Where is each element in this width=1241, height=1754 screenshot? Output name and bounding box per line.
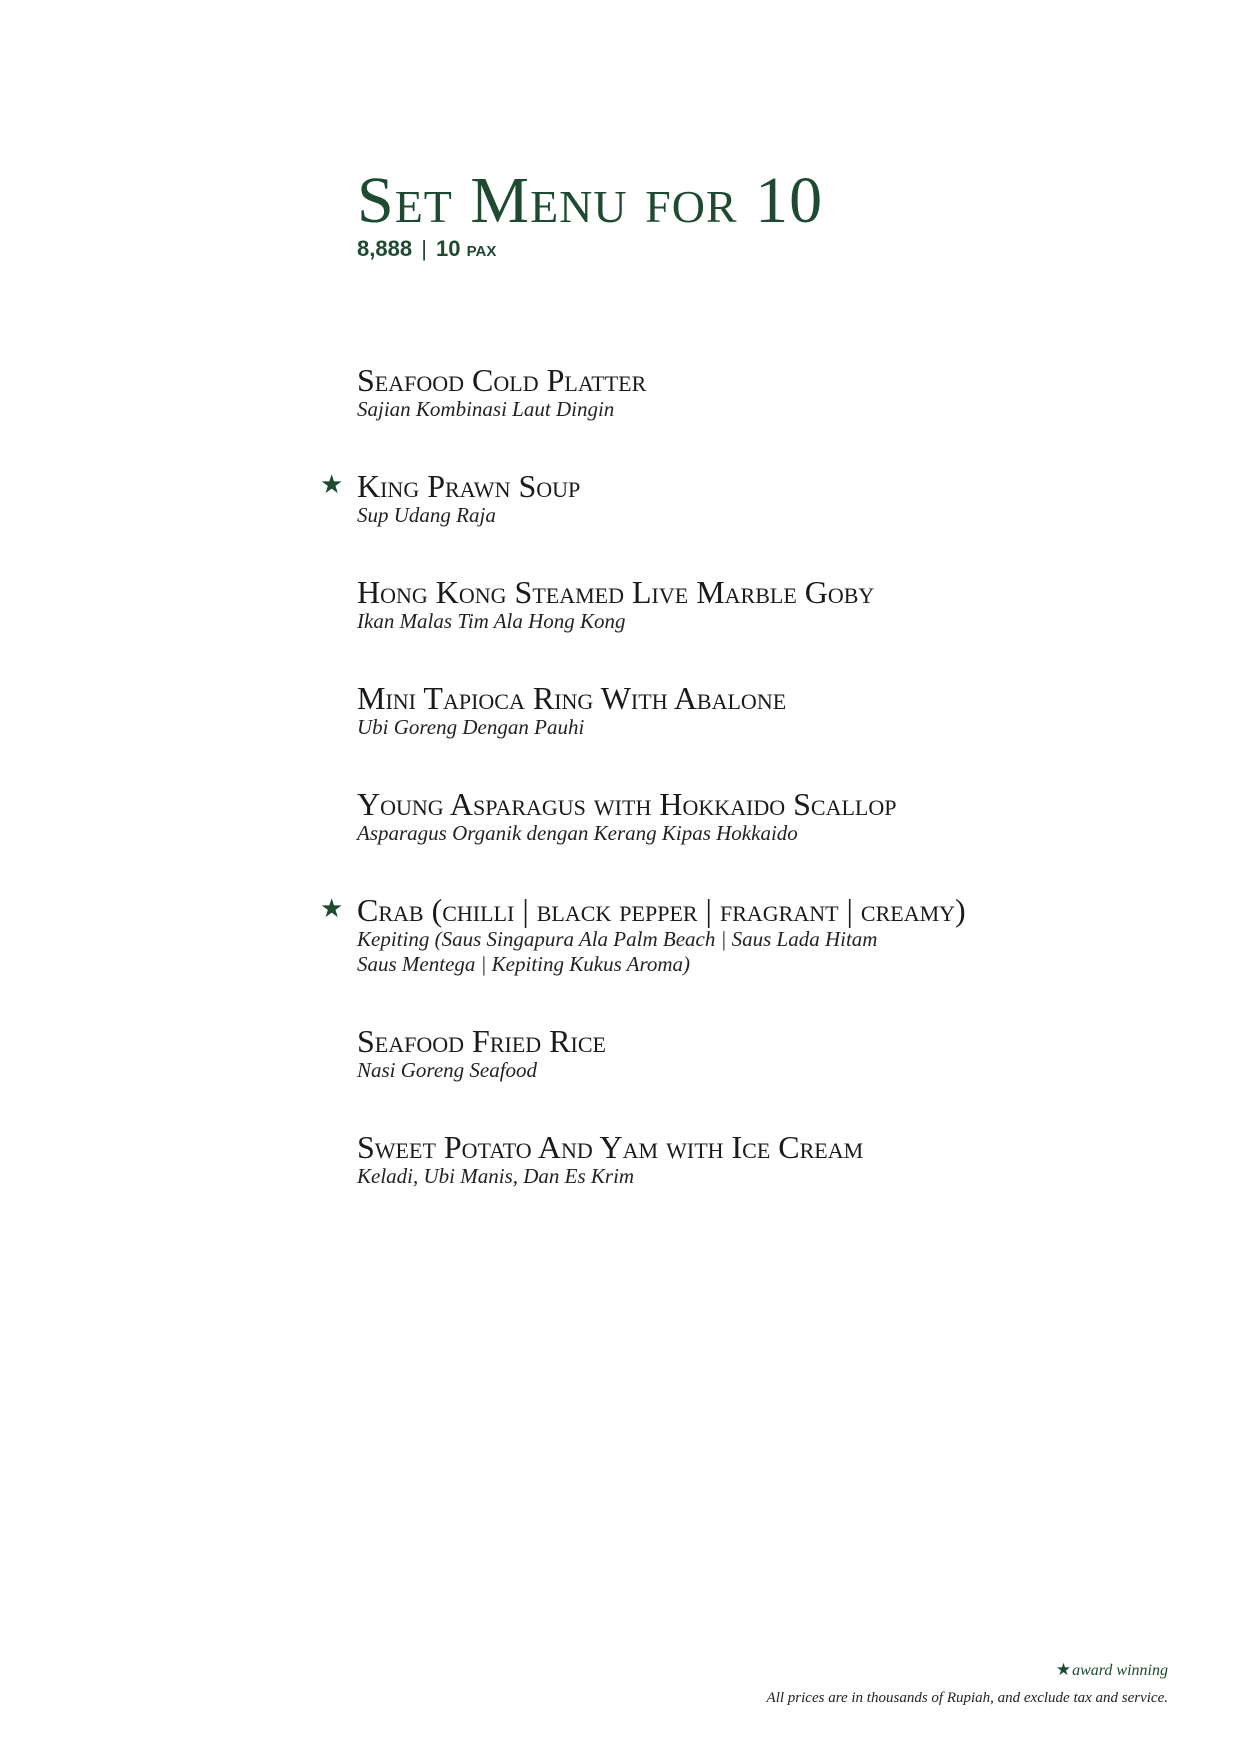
menu-item: [357, 1024, 1217, 1083]
menu-item: [357, 681, 1217, 740]
item-name: Hong Kong Steamed Live Marble Goby: [357, 574, 875, 610]
price-note: All prices are in thousands of Rupiah, and exclude tax and service.: [766, 1690, 1168, 1706]
item-description: Kepiting (Saus Singapura Ala Palm Beach | Saus Lada Hitam: [357, 927, 878, 951]
price-separator: |: [421, 236, 427, 261]
star-icon: ★: [1055, 1660, 1072, 1679]
item-name: Mini Tapioca Ring With Abalone: [357, 680, 787, 716]
item-description: Keladi, Ubi Manis, Dan Es Krim: [357, 1164, 635, 1188]
item-name: Seafood Cold Platter: [357, 362, 647, 398]
menu-items-list: [320, 362, 1217, 1236]
award-label: award winning: [1072, 1662, 1168, 1679]
item-description: Sajian Kombinasi Laut Dingin: [357, 397, 615, 421]
menu-item: [320, 468, 1217, 528]
star-icon: ★: [320, 470, 344, 500]
menu-item: [357, 787, 1217, 846]
item-name: Seafood Fried Rice: [357, 1023, 606, 1059]
menu-item: [357, 363, 1217, 422]
item-description: Asparagus Organik dengan Kerang Kipas Hokkaido: [357, 821, 798, 845]
pax-unit: PAX: [466, 243, 497, 260]
item-name: Crab (chilli | black pepper | fragrant | creamy): [357, 892, 966, 928]
item-name: Young Asparagus with Hokkaido Scallop: [357, 786, 897, 822]
item-description-line2: Saus Mentega | Kepiting Kukus Aroma): [357, 952, 690, 976]
menu-item: [320, 892, 1217, 977]
page-title: Set Menu for 10: [357, 164, 824, 237]
item-description: Nasi Goreng Seafood: [357, 1058, 538, 1082]
award-legend: [1056, 1660, 1168, 1680]
item-description: Ikan Malas Tim Ala Hong Kong: [357, 609, 626, 633]
price-line: [357, 236, 496, 262]
menu-item: [357, 1130, 1217, 1189]
pax-count: 10: [436, 236, 461, 261]
price-value: 8,888: [357, 236, 413, 261]
item-name: Sweet Potato And Yam with Ice Cream: [357, 1129, 864, 1165]
star-icon: ★: [320, 894, 344, 924]
item-description: Sup Udang Raja: [357, 503, 496, 527]
item-name: King Prawn Soup: [357, 468, 581, 504]
menu-item: [357, 575, 1217, 634]
item-description: Ubi Goreng Dengan Pauhi: [357, 715, 585, 739]
